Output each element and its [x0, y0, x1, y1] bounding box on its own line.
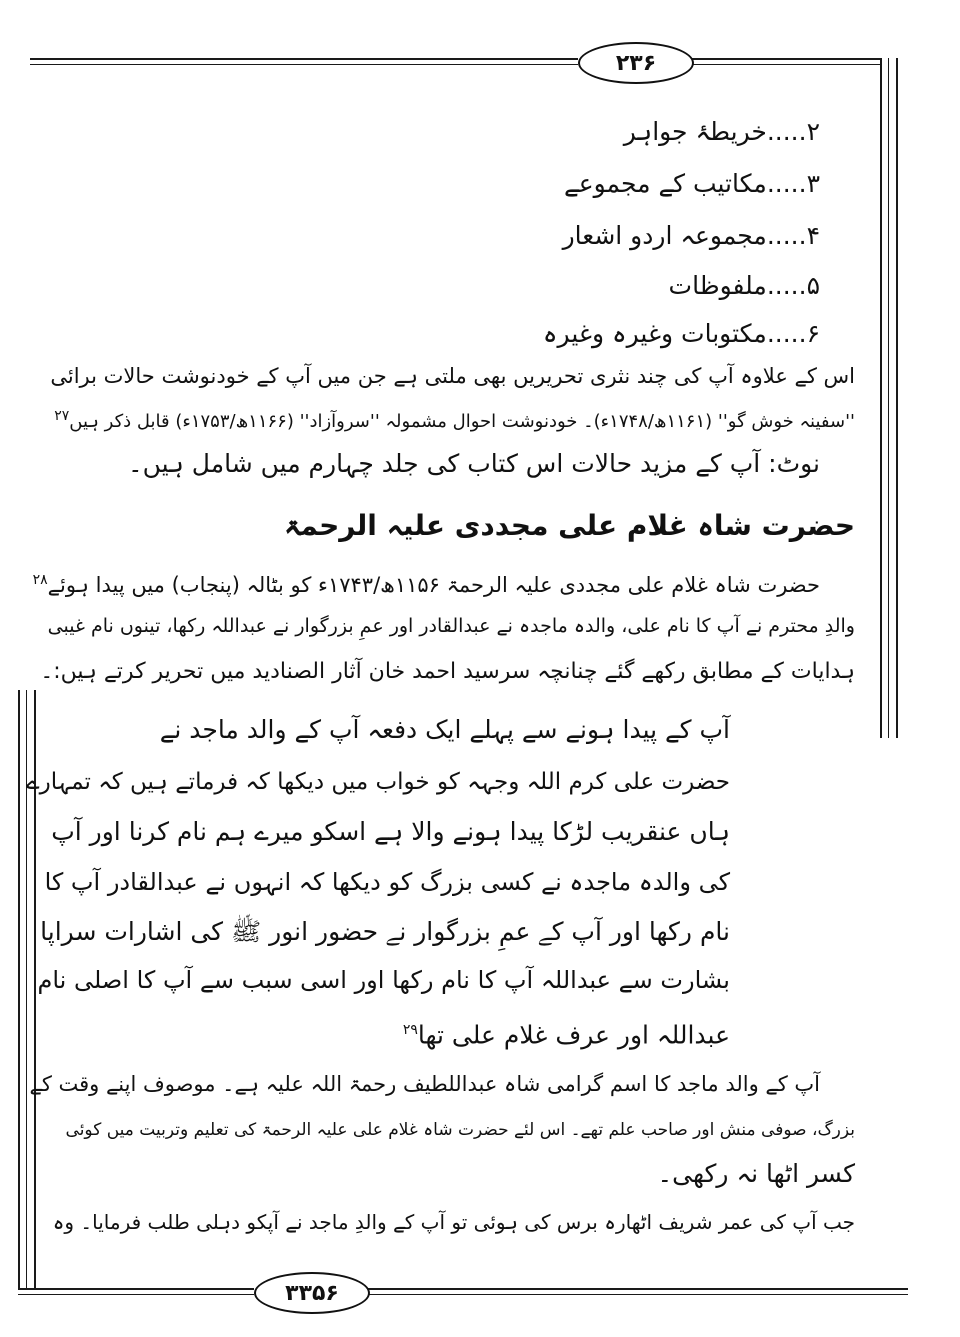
frame-left-rule-1 [18, 690, 20, 1290]
closing-line: آپ کے والد ماجد کا اسم گرامی شاہ عبداللطیف رحمۃ اللہ علیہ ہے۔ موصوف اپنے وقت کے [29, 1072, 820, 1096]
quote-line [403, 1012, 730, 1053]
quote-line: ہاں عنقریب لڑکا پیدا ہونے والا ہے اسکو میرے ہم نام کرنا اور آپ [51, 817, 730, 846]
closing-line: کسر اٹھا نہ رکھی۔ [657, 1159, 855, 1188]
intro-line-text: ''سفینہ خوش گو'' (۱۱۶۱ھ/۱۷۴۸ء)۔ خودنوشت احوال مشمولہ ''سروآزاد'' (۱۱۶۶ھ/۱۷۵۳ء) قابل ذکر ہیں [69, 411, 855, 432]
frame-right-rule-2 [888, 58, 889, 738]
frame-bottom-line-right [368, 1288, 908, 1290]
footnote-marker: ۲۸ [32, 572, 48, 588]
section-line [33, 562, 820, 603]
footnote-marker: ۲۹ [402, 1022, 418, 1038]
frame-top-line-right-2 [692, 64, 882, 65]
section-line: ہدایات کے مطابق رکھے گئے چنانچہ سرسید احمد خان آثار الصنادید میں تحریر کرتے ہیں:۔ [40, 659, 855, 684]
section-heading: حضرت شاہ غلام علی مجددی علیہ الرحمۃ [283, 509, 855, 542]
section-line-text: حضرت شاہ غلام علی مجددی علیہ الرحمۃ ۱۱۵۶ھ/۱۷۴۳ء کو بٹالہ (پنجاب) میں پیدا ہوئے [47, 573, 820, 597]
list-item: ۲.....خریطۂ جواہر [623, 117, 820, 146]
page-number-bottom: ۳۳۵۶ [254, 1272, 370, 1314]
frame-bottom-line-1 [18, 1288, 254, 1290]
quote-line: نام رکھا اور آپ کے عمِ بزرگوار نے حضور انور ﷺ کی اشارات سراپا [40, 917, 730, 946]
frame-right-rule-1 [880, 58, 882, 738]
list-item: ۶.....مکتوبات وغیرہ وغیرہ [542, 319, 820, 348]
list-item: ۳.....مکاتیب کے مجموعے [564, 169, 820, 198]
closing-line: بزرگ، صوفی منش اور صاحب علم تھے۔ اس لئے حضرت شاہ غلام علی علیہ الرحمۃ کی تعلیم وتربیت میں کوئی [65, 1120, 855, 1140]
note-line: نوٹ: آپ کے مزید حالات اس کتاب کی جلد چہارم میں شامل ہیں۔ [127, 449, 820, 478]
quote-line: بشارت سے عبداللہ آپ کا نام رکھا اور اسی سبب سے آپ کا اصلی نام [37, 966, 730, 994]
quote-line-text: عبداللہ اور عرف غلام علی تھا [417, 1020, 730, 1050]
list-item: ۵.....ملفوظات [668, 271, 820, 300]
intro-line [54, 398, 855, 440]
frame-top-line-right [692, 58, 882, 60]
quote-line: کی والدہ ماجدہ نے کسی بزرگ کو دیکھا کہ انہوں نے عبدالقادر آپ کا [44, 868, 730, 896]
quote-line: حضرت علی کرم اللہ وجہہ کو خواب میں دیکھا کہ فرماتے ہیں کہ تمہارے [26, 769, 730, 795]
frame-top-line-1 [30, 58, 578, 60]
frame-top-line-2 [30, 64, 578, 65]
list-item: ۴.....مجموعہ اردو اشعار [562, 221, 820, 250]
closing-line: جب آپ کی عمر شریف اٹھارہ برس کی ہوئی تو آپ کے والدِ ماجد نے آپکو دہلی طلب فرمایا۔ وہ [52, 1210, 855, 1234]
frame-bottom-line-right-2 [368, 1294, 908, 1295]
intro-line: اس کے علاوہ آپ کی چند نثری تحریریں بھی ملتی ہے جن میں آپ کے خودنوشت حالات برائی [50, 364, 855, 388]
footnote-marker: ۲۷ [54, 408, 70, 424]
page-number-top: ۲۳۶ [578, 42, 694, 84]
frame-bottom-line-2 [18, 1294, 254, 1295]
quote-line: آپ کے پیدا ہونے سے پہلے ایک دفعہ آپ کے والد ماجد نے [159, 715, 730, 744]
section-line: والدِ محترم نے آپ کا نام علی، والدہ ماجدہ نے عبدالقادر اور عمِ بزرگوار نے عبداللہ رکھا، تینوں نام غیبی [47, 615, 855, 637]
frame-right-rule-3 [896, 58, 898, 738]
